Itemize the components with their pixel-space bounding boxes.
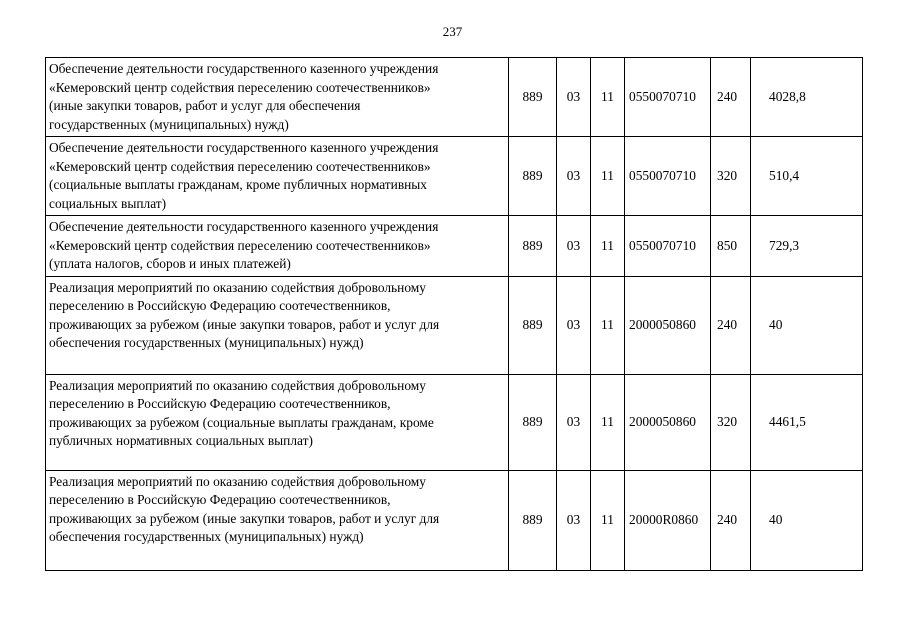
section-cell: 03 xyxy=(557,216,591,277)
description-cell xyxy=(46,216,509,277)
description-cell xyxy=(46,58,509,137)
subsection-cell: 11 xyxy=(591,470,625,570)
description-line: переселению в Российскую Федерацию соотечественников, xyxy=(49,396,391,411)
ved-cell: 889 xyxy=(509,216,557,277)
table-row xyxy=(46,276,863,374)
description-cell xyxy=(46,137,509,216)
subsection-cell: 11 xyxy=(591,276,625,374)
table-row xyxy=(46,374,863,470)
amount-cell: 40 xyxy=(751,276,863,374)
description-line: Обеспечение деятельности государственного казенного учреждения xyxy=(49,140,439,155)
subsection-cell: 11 xyxy=(591,58,625,137)
subsection-cell: 11 xyxy=(591,137,625,216)
expense-type-cell: 320 xyxy=(711,374,751,470)
description-cell xyxy=(46,276,509,374)
description-line: проживающих за рубежом (социальные выплаты гражданам, кроме xyxy=(49,414,434,430)
expense-type-cell: 850 xyxy=(711,216,751,277)
description-line: переселению в Российскую Федерацию соотечественников, xyxy=(49,492,391,507)
description-line: переселению в Российскую Федерацию соотечественников, xyxy=(49,298,391,313)
description-line: обеспечения государственных (муниципальных) нужд) xyxy=(49,335,364,350)
target-article-cell: 0550070710 xyxy=(625,58,711,137)
description-cell xyxy=(46,470,509,570)
section-cell: 03 xyxy=(557,374,591,470)
amount-cell: 40 xyxy=(751,470,863,570)
target-article-cell: 2000050860 xyxy=(625,374,711,470)
ved-cell: 889 xyxy=(509,276,557,374)
description-line: обеспечения государственных (муниципальных) нужд) xyxy=(49,529,364,544)
ved-cell: 889 xyxy=(509,374,557,470)
target-article-cell: 0550070710 xyxy=(625,216,711,277)
description-line: «Кемеровский центр содействия переселению соотечественников» xyxy=(49,158,431,174)
subsection-cell: 11 xyxy=(591,374,625,470)
description-line: Реализация мероприятий по оказанию содействия добровольному xyxy=(49,279,426,295)
description-line: (социальные выплаты гражданам, кроме публичных нормативных xyxy=(49,177,428,192)
table-row xyxy=(46,470,863,570)
expense-type-cell: 240 xyxy=(711,470,751,570)
description-line: (иные закупки товаров, работ и услуг для обеспечения xyxy=(49,98,361,113)
description-line: «Кемеровский центр содействия переселению соотечественников» xyxy=(49,79,431,95)
page-number: 237 xyxy=(442,24,463,39)
description-line: публичных нормативных социальных выплат) xyxy=(49,433,313,448)
description-cell xyxy=(46,374,509,470)
ved-cell: 889 xyxy=(509,58,557,137)
amount-cell: 510,4 xyxy=(751,137,863,216)
target-article-cell: 2000050860 xyxy=(625,276,711,374)
subsection-cell: 11 xyxy=(591,216,625,277)
table-row xyxy=(46,58,863,137)
description-line: проживающих за рубежом (иные закупки товаров, работ и услуг для xyxy=(49,316,440,332)
ved-cell: 889 xyxy=(509,470,557,570)
ved-cell: 889 xyxy=(509,137,557,216)
section-cell: 03 xyxy=(557,137,591,216)
budget-table xyxy=(45,57,863,571)
section-cell: 03 xyxy=(557,470,591,570)
description-line: Обеспечение деятельности государственного казенного учреждения xyxy=(49,219,439,234)
target-article-cell: 20000R0860 xyxy=(625,470,711,570)
description-line: социальных выплат) xyxy=(49,195,167,211)
description-line: Обеспечение деятельности государственного казенного учреждения xyxy=(49,61,439,76)
expense-type-cell: 240 xyxy=(711,58,751,137)
expense-type-cell: 240 xyxy=(711,276,751,374)
amount-cell: 4028,8 xyxy=(751,58,863,137)
table-row xyxy=(46,137,863,216)
description-line: государственных (муниципальных) нужд) xyxy=(49,116,289,132)
target-article-cell: 0550070710 xyxy=(625,137,711,216)
description-line: Реализация мероприятий по оказанию содействия добровольному xyxy=(49,377,426,393)
description-line: проживающих за рубежом (иные закупки товаров, работ и услуг для xyxy=(49,510,440,526)
description-line: «Кемеровский центр содействия переселению соотечественников» xyxy=(49,237,431,253)
description-line: (уплата налогов, сборов и иных платежей) xyxy=(49,256,291,271)
section-cell: 03 xyxy=(557,276,591,374)
expense-type-cell: 320 xyxy=(711,137,751,216)
section-cell: 03 xyxy=(557,58,591,137)
table-row xyxy=(46,216,863,277)
amount-cell: 4461,5 xyxy=(751,374,863,470)
amount-cell: 729,3 xyxy=(751,216,863,277)
description-line: Реализация мероприятий по оказанию содействия добровольному xyxy=(49,473,426,489)
